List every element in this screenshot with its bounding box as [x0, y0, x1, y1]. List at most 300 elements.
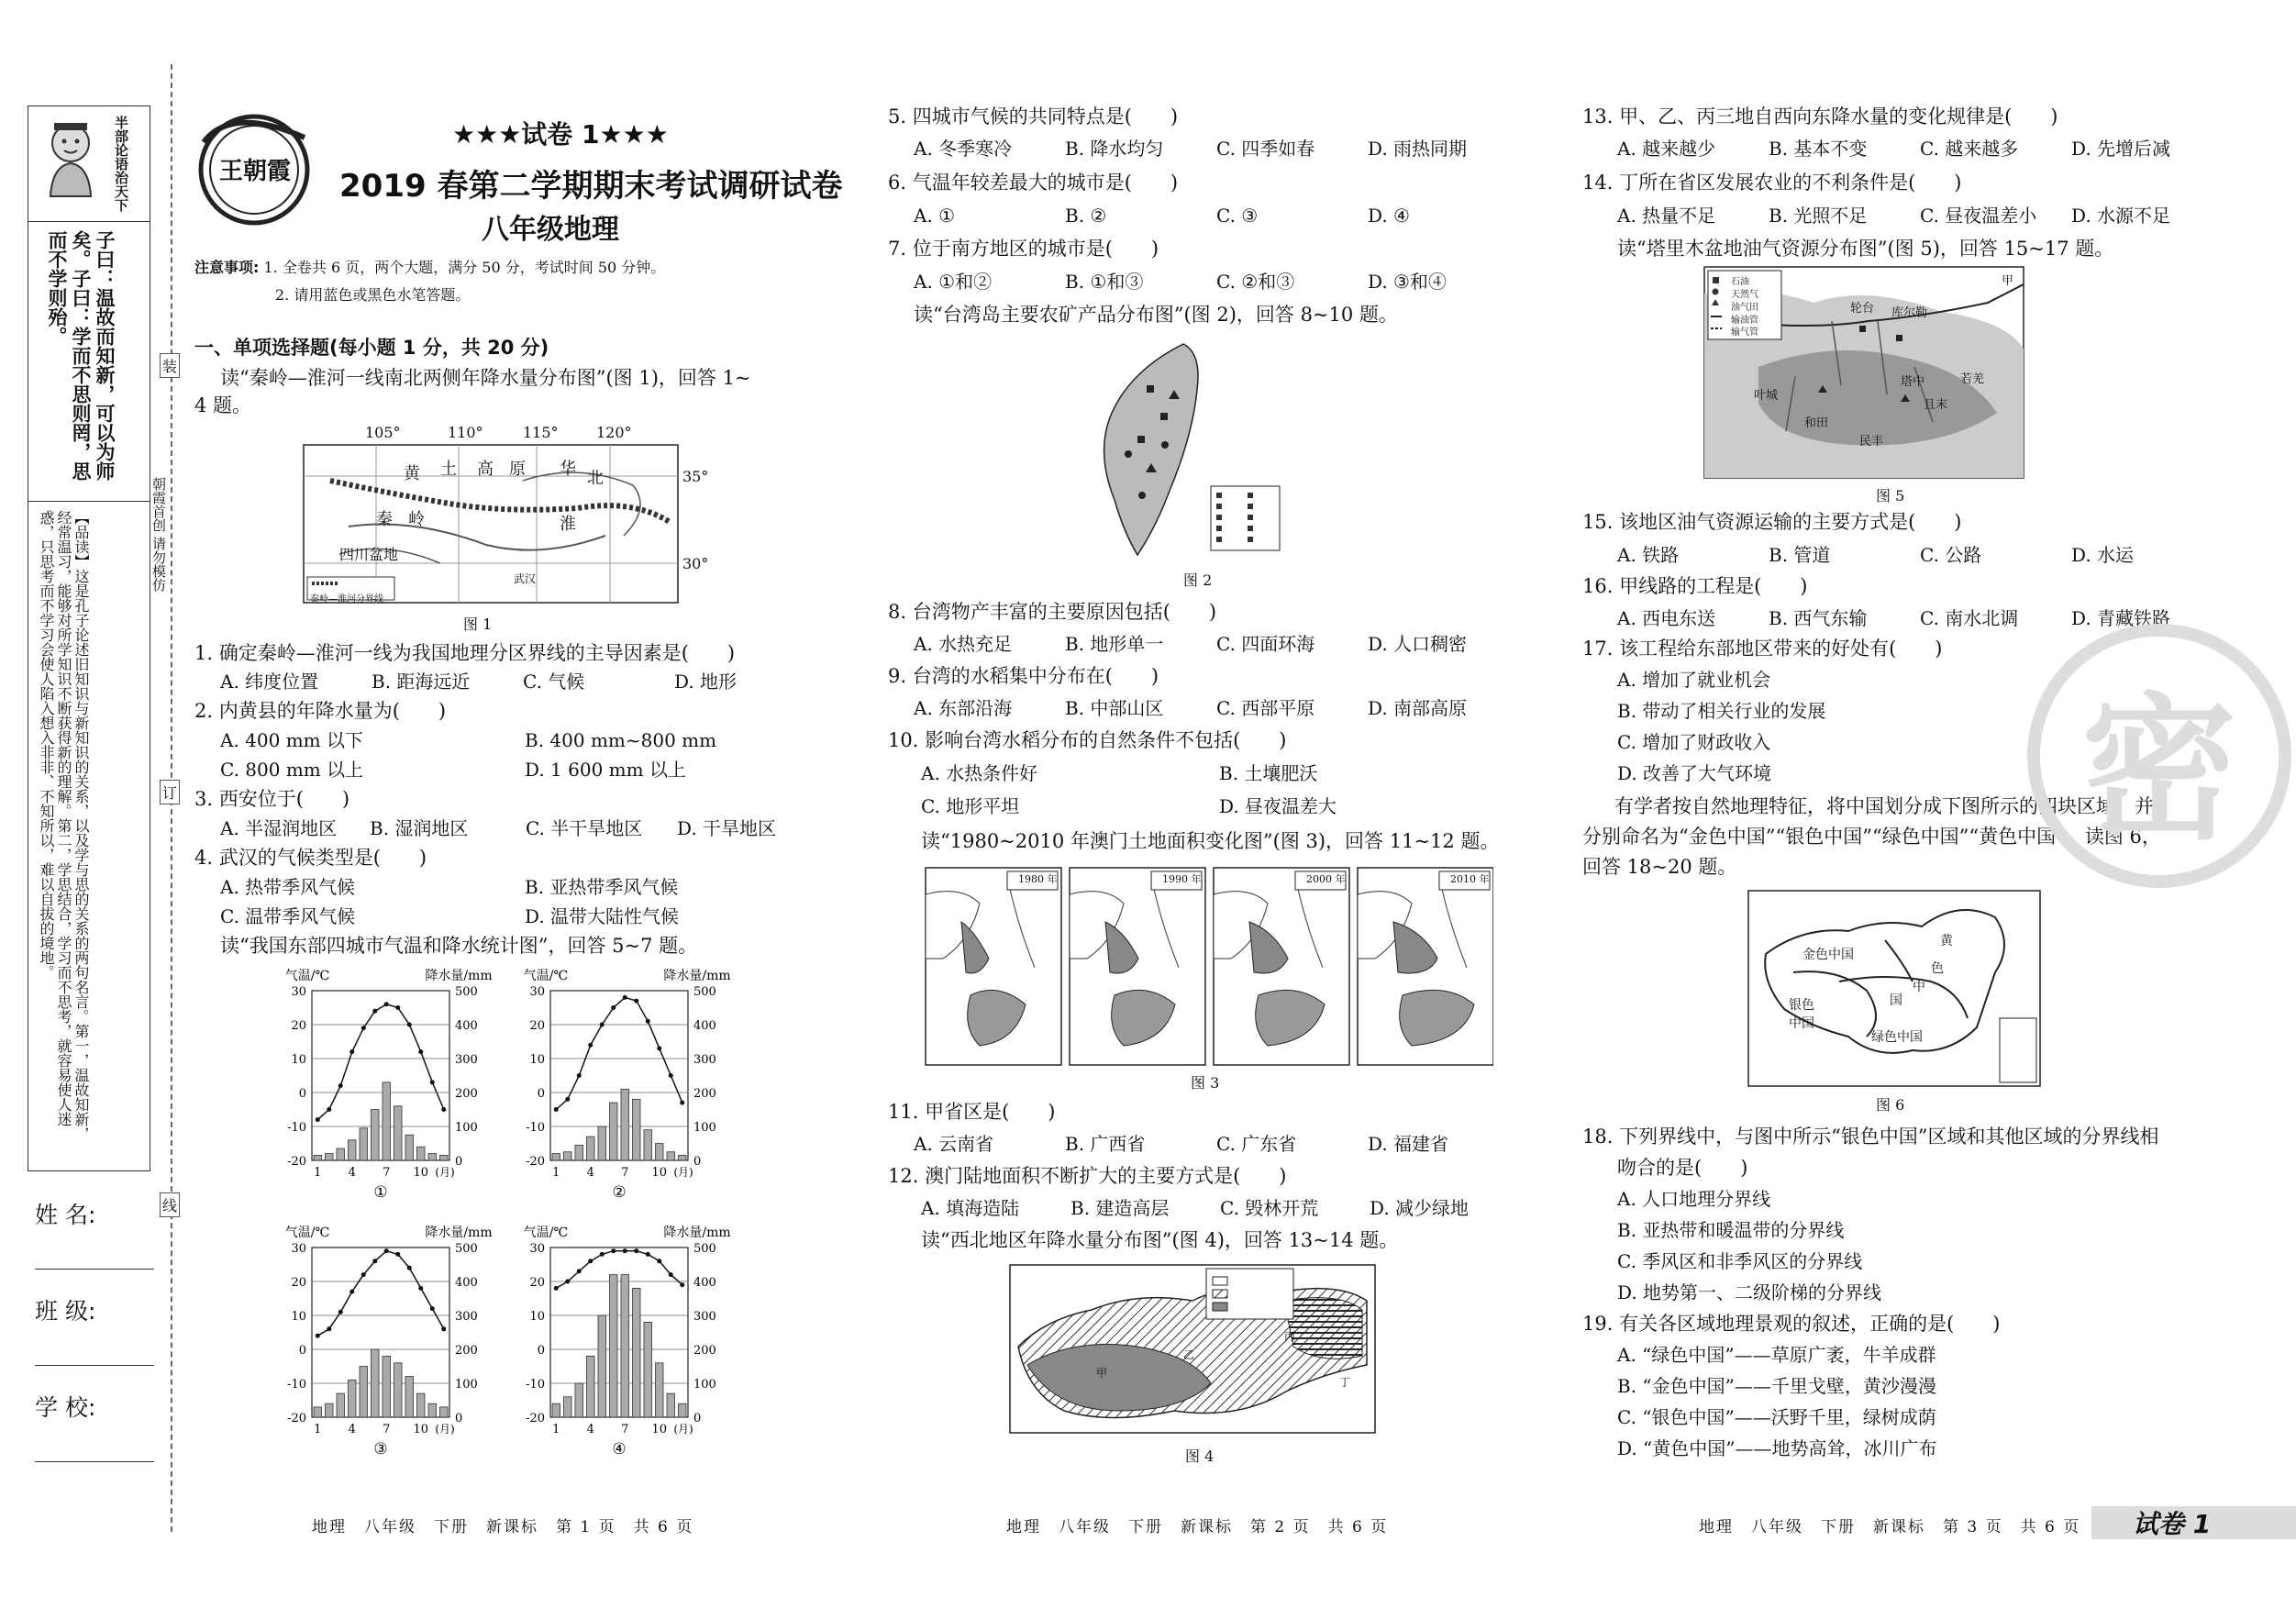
q10-option-c[interactable]: C. 地形平坦	[921, 795, 1020, 817]
fig1-label-gao: 高	[477, 460, 494, 479]
q16-option-c[interactable]: C. 南水北调	[1920, 607, 2019, 629]
brand-vertical-text: 半部论语治天下	[113, 116, 129, 212]
q5-option-b[interactable]: B. 降水均匀	[1065, 138, 1164, 160]
q8-option-a[interactable]: A. 水热充足	[914, 633, 1013, 655]
chart-4-ytick-left: 30	[529, 1242, 545, 1256]
notice-2: 2. 请用蓝色或黑色水笔答题。	[275, 286, 471, 304]
chart-1-prec-label: 降水量/mm	[425, 969, 493, 983]
chart-4-ytick-right: 300	[693, 1310, 716, 1324]
chart-4-bar	[552, 1403, 560, 1417]
seal-char: 密	[2080, 679, 2237, 861]
chart-3-bar	[314, 1407, 322, 1417]
fig1-label-hua: 华	[560, 460, 576, 479]
q11-option-d[interactable]: D. 福建省	[1368, 1133, 1449, 1155]
chart-4-temp-point	[657, 1259, 661, 1263]
q12-option-c[interactable]: C. 毁林开荒	[1220, 1197, 1319, 1219]
chart-4-xtick: 4	[586, 1423, 594, 1436]
chart-3-temp-point	[361, 1272, 366, 1277]
q1-option-a[interactable]: A. 纬度位置	[220, 671, 319, 693]
chart-4-bar	[621, 1275, 629, 1417]
q7-option-b[interactable]: B. ①和③	[1065, 271, 1144, 293]
chart-4-ytick-right: 100	[693, 1378, 716, 1392]
chart-3-ytick-left: 10	[291, 1310, 306, 1324]
notice-1: 1. 全卷共 6 页，两个大题，满分 50 分，考试时间 50 分钟。	[263, 259, 666, 276]
q10-option-b[interactable]: B. 土壤肥沃	[1219, 762, 1318, 784]
question-8: 8. 台湾物产丰富的主要原因包括( )	[888, 601, 1217, 623]
chart-4-ytick-left: 20	[529, 1276, 545, 1290]
fig6-label-silver: 银色中国	[1789, 998, 1814, 1031]
chart-4-temp-point	[554, 1286, 559, 1291]
chart-1-bar	[372, 1110, 380, 1161]
chart-4-ytick-left: -10	[526, 1378, 545, 1392]
q14-option-c[interactable]: C. 昼夜温差小	[1920, 205, 2037, 227]
fig5-label-hetian: 和田	[1804, 416, 1829, 430]
chart-3-temp-point	[349, 1290, 354, 1294]
q13-option-b[interactable]: B. 基本不变	[1769, 138, 1868, 160]
chart-1-temp-point	[327, 1107, 331, 1112]
q4-option-b[interactable]: B. 亚热带季风气候	[525, 876, 679, 898]
chart-1-bar	[405, 1135, 414, 1160]
figure-2	[1073, 335, 1284, 564]
chart-3-ytick-left: -10	[287, 1378, 306, 1392]
chart-1-ytick-left: 0	[298, 1087, 306, 1101]
chart-4-temp-label: 气温/℃	[523, 1225, 569, 1240]
q14-option-d[interactable]: D. 水源不足	[2071, 205, 2171, 227]
fig5-label-korla: 库尔勒	[1891, 306, 1928, 320]
chart-3-bar	[337, 1393, 345, 1417]
fig6-label-huang: 黄	[1940, 934, 1953, 948]
q11-option-c[interactable]: C. 广东省	[1216, 1133, 1297, 1155]
chart-2-temp-point	[600, 1023, 605, 1027]
q7-options	[914, 266, 1447, 297]
q13-option-a[interactable]: A. 越来越少	[1617, 138, 1716, 160]
q3-option-c[interactable]: C. 半干旱地区	[526, 817, 643, 839]
q14-option-a[interactable]: A. 热量不足	[1617, 205, 1716, 227]
binding-mark-2: 订	[160, 780, 180, 804]
school-field[interactable]	[35, 1461, 154, 1462]
fig3-year-2: 1990 年	[1162, 873, 1202, 885]
fig6-label-guo: 国	[1890, 993, 1902, 1008]
fig1-lon-1: 105°	[365, 424, 401, 441]
chart-3-ytick-right: 500	[455, 1242, 478, 1256]
q8-option-b[interactable]: B. 地形单一	[1065, 633, 1164, 655]
appreciation-text: 【品读】这是孔子论述旧知识与新知识的关系，以及学与思的关系的两句名言。第一，温故知新，经常温习，能够对所学知识不断获得新的理解。第二，学思结合，学习而不思考，就容易使人迷惑，只思考而不学习会使人陷入想入非非、不知所以，难以自拔的境地。	[38, 510, 90, 1141]
q4-options-row2	[220, 901, 679, 932]
q16-option-a[interactable]: A. 西电东送	[1617, 607, 1716, 629]
q5-options	[914, 133, 1467, 164]
question-11: 11. 甲省区是( )	[888, 1101, 1056, 1123]
chart-2-ytick-left: 20	[529, 1019, 545, 1033]
fig5-legend-2: 天然气	[1731, 290, 1758, 300]
q2-option-a[interactable]: A. 400 mm 以下	[220, 729, 363, 751]
q15-option-a[interactable]: A. 铁路	[1617, 544, 1680, 566]
chart-1-temp-point	[361, 1026, 366, 1030]
chart-1-temp-point	[372, 1009, 377, 1014]
fig4-label-jia: 甲	[1096, 1367, 1108, 1380]
q13-option-c[interactable]: C. 越来越多	[1920, 138, 2019, 160]
q19-option-a[interactable]: A. “绿色中国”——草原广袤，牛羊成群	[1617, 1344, 1936, 1366]
chart-3-bar	[394, 1363, 403, 1417]
chart-1-temp-point	[441, 1107, 446, 1112]
chart-1-xtick: 7	[383, 1166, 391, 1180]
chart-1-ytick-left: -10	[287, 1121, 306, 1135]
chart-4-ytick-right: 400	[693, 1276, 716, 1290]
q9-option-a[interactable]: A. 东部沿海	[914, 697, 1013, 719]
fig5-label-yecheng: 叶城	[1754, 389, 1779, 403]
sidebar	[28, 105, 150, 1171]
figure-3	[925, 867, 1493, 1069]
q7-option-d[interactable]: D. ③和④	[1368, 271, 1447, 293]
intro-13: 读“西北地区年降水量分布图”(图 4)，回答 13~14 题。	[921, 1229, 1399, 1251]
chart-2-temp-label: 气温/℃	[523, 969, 569, 983]
q15-option-c[interactable]: C. 公路	[1920, 544, 1982, 566]
chart-2-ytick-left: -20	[526, 1155, 545, 1169]
fig1-label-tu: 土	[440, 460, 457, 479]
fig1-lat-2: 30°	[682, 555, 709, 572]
q9-options	[914, 693, 1467, 724]
q17-option-b[interactable]: B. 带动了相关行业的发展	[1617, 700, 1826, 722]
chart-4-ytick-right: 500	[693, 1242, 716, 1256]
q3-option-d[interactable]: D. 干旱地区	[677, 817, 777, 839]
chart-4-xtick: 7	[621, 1423, 629, 1436]
q10-options-row2	[921, 791, 1337, 822]
q2-option-c[interactable]: C. 800 mm 以上	[220, 759, 364, 781]
q5-option-c[interactable]: C. 四季如春	[1216, 138, 1315, 160]
q19-option-b[interactable]: B. “金色中国”——千里戈壁，黄沙漫漫	[1617, 1375, 1936, 1397]
chart-4-temp-point	[669, 1272, 673, 1277]
q16-option-b[interactable]: B. 西气东输	[1769, 607, 1868, 629]
chart-2-bar	[633, 1099, 641, 1160]
chart-4-temp-point	[600, 1252, 605, 1257]
chart-4-bar	[667, 1393, 675, 1417]
chart-1-ytick-right: 500	[455, 985, 478, 999]
q8-option-c[interactable]: C. 四面环海	[1216, 633, 1315, 655]
q3-options	[220, 813, 776, 844]
chart-2-bar	[610, 1103, 618, 1160]
q10-option-d[interactable]: D. 昼夜温差大	[1219, 795, 1337, 817]
chart-3-bar	[383, 1356, 391, 1417]
fig5-label-qiemo: 且末	[1924, 398, 1948, 412]
fig2-map	[1073, 335, 1284, 564]
chart-2-temp-point	[680, 1101, 684, 1105]
fig5-legend-1: 石油	[1731, 277, 1749, 287]
fig6-label-se: 色	[1931, 961, 1944, 976]
q2-option-b[interactable]: B. 400 mm~800 mm	[525, 729, 717, 751]
chart-3-xunit: (月)	[435, 1423, 455, 1436]
q14-option-b[interactable]: B. 光照不足	[1769, 205, 1868, 227]
footer-paper-tag: 试卷 1	[2133, 1509, 2212, 1539]
q6-option-d[interactable]: D. ④	[1368, 205, 1410, 227]
fig1-lon-2: 110°	[448, 424, 483, 441]
q11-option-a[interactable]: A. 云南省	[914, 1133, 994, 1155]
chart-4-temp-point	[680, 1282, 684, 1287]
notice-label: 注意事项:	[194, 259, 260, 276]
q13-option-d[interactable]: D. 先增后减	[2071, 138, 2171, 160]
chart-3-id: ③	[373, 1440, 388, 1458]
chart-1-ytick-left: 30	[291, 985, 306, 999]
q2-options-row1	[220, 725, 716, 756]
chart-2-xtick: 7	[621, 1166, 629, 1180]
chart-4-temp-point	[588, 1259, 593, 1263]
chart-4-id: ④	[612, 1440, 627, 1458]
chart-1-temp-point	[430, 1080, 435, 1084]
chart-2-temp-point	[657, 1046, 661, 1050]
chart-4-xtick: 1	[552, 1423, 560, 1436]
q8-option-d[interactable]: D. 人口稠密	[1368, 633, 1468, 655]
section-heading: 一、单项选择题(每小题 1 分，共 20 分)	[194, 337, 549, 359]
notice	[194, 254, 665, 309]
q1-option-d[interactable]: D. 地形	[674, 671, 738, 693]
question-14: 14. 丁所在省区发展农业的不利条件是( )	[1582, 172, 1962, 194]
chart-1-bar	[337, 1148, 345, 1160]
chart-2-ytick-right: 300	[693, 1053, 716, 1067]
chart-4-bar	[656, 1363, 664, 1417]
chart-1-ytick-left: 20	[291, 1019, 306, 1033]
chart-2-xunit: (月)	[673, 1166, 693, 1179]
fig3-caption: 图 3	[1191, 1074, 1220, 1092]
chart-2-frame	[550, 991, 688, 1160]
fig5-label-luntai: 轮台	[1850, 302, 1875, 316]
question-2: 2. 内黄县的年降水量为( )	[194, 700, 447, 722]
fig4-label-bing: 丙	[1284, 1330, 1296, 1343]
chart-2-temp-point	[588, 1043, 593, 1048]
chart-1-ytick-left: 10	[291, 1053, 306, 1067]
chart-3-xtick: 10	[413, 1423, 429, 1436]
fig5-label-minfeng: 民丰	[1859, 435, 1884, 449]
intro-11: 读“1980~2010 年澳门土地面积变化图”(图 3)，回答 11~12 题。	[921, 830, 1500, 852]
chart-2-xtick: 10	[651, 1166, 668, 1180]
chart-2-bar	[656, 1144, 664, 1161]
chart-3-ytick-right: 400	[455, 1276, 478, 1290]
question-18b: 吻合的是( )	[1617, 1157, 1748, 1179]
chart-2-id: ②	[612, 1183, 627, 1202]
chart-3-ytick-right: 200	[455, 1344, 478, 1358]
q4-option-c[interactable]: C. 温带季风气候	[220, 905, 356, 927]
chart-2-bar	[564, 1152, 572, 1160]
q6-options	[914, 200, 1410, 231]
fig5-caption: 图 5	[1876, 487, 1905, 505]
chart-3-temp-point	[327, 1326, 331, 1331]
q16-option-d[interactable]: D. 青藏铁路	[2071, 607, 2171, 629]
q5-option-d[interactable]: D. 雨热同期	[1368, 138, 1468, 160]
q9-option-d[interactable]: D. 南部高原	[1368, 697, 1468, 719]
q18-option-d[interactable]: D. 地势第一、二级阶梯的分界线	[1617, 1281, 1882, 1303]
fig6-label-gold: 金色中国	[1802, 948, 1854, 962]
q5-option-a[interactable]: A. 冬季寒冷	[914, 138, 1013, 160]
binding-note: 朝霞首创 请勿模仿	[150, 477, 167, 592]
chart-2-temp-point	[577, 1073, 582, 1078]
sidebar-divider	[28, 221, 150, 222]
question-19: 19. 有关各区域地理景观的叙述，正确的是( )	[1582, 1313, 2001, 1335]
fig5-label-tazhong: 塔中	[1901, 375, 1925, 389]
name-field[interactable]	[35, 1269, 154, 1270]
chart-2-temp-point	[634, 999, 638, 1004]
fig1-label-wuhan: 武汉	[514, 572, 537, 585]
chart-1-ytick-right: 0	[455, 1155, 463, 1169]
chart-2-temp-point	[646, 1019, 650, 1024]
q19-option-c[interactable]: C. “银色中国”——沃野千里，绿树成荫	[1617, 1406, 1936, 1428]
fig3-panel-2	[1070, 868, 1205, 1065]
q18-option-b[interactable]: B. 亚热带和暖温带的分界线	[1617, 1219, 1845, 1241]
chart-4-bar	[610, 1275, 618, 1417]
fig6-caption: 图 6	[1876, 1096, 1905, 1114]
q7-option-a[interactable]: A. ①和②	[914, 271, 993, 293]
q4-option-a[interactable]: A. 热带季风气候	[220, 876, 356, 898]
q19-option-d[interactable]: D. “黄色中国”——地势高耸，冰川广布	[1617, 1437, 1937, 1459]
fig5-label-jia: 甲	[2002, 274, 2014, 288]
class-field[interactable]	[35, 1365, 154, 1366]
fig4-label-ding: 丁	[1339, 1376, 1351, 1389]
q17-option-c[interactable]: C. 增加了财政收入	[1617, 731, 1771, 753]
footer-page-1: 地理 八年级 下册 新课标 第 1 页 共 6 页	[312, 1518, 694, 1536]
question-10: 10. 影响台湾水稻分布的自然条件不包括( )	[888, 729, 1287, 751]
q18-option-a[interactable]: A. 人口地理分界线	[1617, 1188, 1771, 1210]
q11-option-b[interactable]: B. 广西省	[1065, 1133, 1146, 1155]
chart-2-temp-point	[623, 995, 627, 1000]
chart-4-temp-point	[634, 1248, 638, 1253]
chart-4-frame	[550, 1248, 688, 1417]
chart-2-bar	[679, 1155, 687, 1160]
fig3-panel-3	[1214, 868, 1349, 1065]
fig1-label-qin: 秦	[376, 510, 393, 529]
question-17: 17. 该工程给东部地区带来的好处有( )	[1582, 638, 1943, 660]
chart-1-ytick-right: 300	[455, 1053, 478, 1067]
footer-page-2: 地理 八年级 下册 新课标 第 2 页 共 6 页	[1006, 1518, 1389, 1536]
q4-options-row1	[220, 871, 678, 903]
q15-options	[1617, 539, 2134, 571]
chart-4-ytick-left: -20	[526, 1412, 545, 1425]
chart-4-bar	[633, 1288, 641, 1417]
chart-3-prec-label: 降水量/mm	[425, 1225, 493, 1240]
chart-4-prec-label: 降水量/mm	[663, 1225, 731, 1240]
exam-title: 2019 春第二学期期末考试调研试卷	[332, 161, 849, 205]
fig5-label-ruoqiang: 若羌	[1960, 372, 1985, 386]
question-4: 4. 武汉的气候类型是( )	[194, 847, 427, 869]
chart-1-bar	[349, 1140, 357, 1160]
chart-1-temp-point	[384, 1002, 389, 1006]
q1-option-b[interactable]: B. 距海远近	[372, 671, 471, 693]
fig4-caption: 图 4	[1185, 1447, 1215, 1465]
chart-2-bar	[587, 1137, 595, 1160]
q6-option-c[interactable]: C. ③	[1216, 205, 1259, 227]
q6-option-a[interactable]: A. ①	[914, 205, 956, 227]
chart-1-xtick: 10	[413, 1166, 429, 1180]
intro-1: 读“秦岭—淮河一线南北两侧年降水量分布图”(图 1)，回答 1~	[220, 367, 751, 389]
q3-option-a[interactable]: A. 半湿润地区	[220, 817, 338, 839]
figure-6	[1747, 890, 2041, 1087]
chart-1-bar	[326, 1154, 334, 1160]
chart-1-bar	[440, 1155, 449, 1160]
chart-4-bar	[679, 1403, 687, 1417]
chart-2-bar	[667, 1152, 675, 1160]
intro-1b: 4 题。	[194, 394, 252, 416]
fig2-caption: 图 2	[1183, 571, 1213, 589]
chart-2-bar	[598, 1126, 606, 1160]
brand-portrait	[34, 116, 109, 198]
chart-2-bar	[575, 1145, 583, 1160]
q18-option-c[interactable]: C. 季风区和非季风区的分界线	[1617, 1250, 1863, 1272]
q12-option-a[interactable]: A. 填海造陆	[921, 1197, 1020, 1219]
chart-1-xunit: (月)	[435, 1166, 455, 1179]
chart-1-temp-line	[317, 1004, 444, 1120]
intro-5: 读“我国东部四城市气温和降水统计图”，回答 5~7 题。	[220, 935, 698, 957]
q9-option-c[interactable]: C. 西部平原	[1216, 697, 1315, 719]
school-label: 学 校:	[35, 1394, 96, 1421]
fig1-label-ling: 岭	[408, 510, 425, 529]
chart-3-temp-point	[372, 1259, 377, 1263]
q12-option-b[interactable]: B. 建造高层	[1070, 1197, 1170, 1219]
fig1-legend: 秦岭—淮河分界线	[310, 594, 383, 604]
chart-3-temp-point	[395, 1252, 400, 1257]
question-13: 13. 甲、乙、丙三地自西向东降水量的变化规律是( )	[1582, 105, 2058, 128]
chart-1-bar	[383, 1082, 391, 1160]
q12-option-d[interactable]: D. 减少绿地	[1370, 1197, 1470, 1219]
chart-1-bar	[314, 1155, 322, 1160]
chart-1-temp-point	[407, 1023, 412, 1027]
q2-options-row2	[220, 754, 686, 785]
q15-option-d[interactable]: D. 水运	[2071, 544, 2135, 566]
q15-option-b[interactable]: B. 管道	[1769, 544, 1831, 566]
chart-2-bar	[621, 1089, 629, 1160]
question-3: 3. 西安位于( )	[194, 788, 350, 810]
q17-option-a[interactable]: A. 增加了就业机会	[1617, 669, 1771, 691]
chart-2-temp-point	[669, 1073, 673, 1078]
chart-1-ytick-right: 400	[455, 1019, 478, 1033]
q17-option-d[interactable]: D. 改善了大气环境	[1617, 762, 1772, 784]
chart-2-ytick-left: 10	[529, 1053, 545, 1067]
chart-1-ytick-right: 100	[455, 1121, 478, 1135]
fig1-label-huang: 黄	[404, 464, 420, 483]
q7-option-c[interactable]: C. ②和③	[1216, 271, 1295, 293]
chart-1-temp-point	[418, 1049, 423, 1054]
chart-3-frame	[312, 1248, 449, 1417]
q4-option-d[interactable]: D. 温带大陆性气候	[525, 905, 680, 927]
chart-1-frame	[312, 991, 449, 1160]
chart-4-bar	[575, 1383, 583, 1417]
q3-option-b[interactable]: B. 湿润地区	[370, 817, 469, 839]
chart-3-bar	[326, 1403, 334, 1417]
chart-2-bar	[644, 1130, 652, 1160]
chart-3-temp-point	[316, 1334, 320, 1338]
intro-15: 读“塔里木盆地油气资源分布图”(图 5)，回答 15~17 题。	[1617, 238, 2114, 260]
q16-options	[1617, 603, 2170, 634]
chart-4-xtick: 10	[651, 1423, 668, 1436]
fig3-panel-4	[1358, 868, 1493, 1065]
q9-option-b[interactable]: B. 中部山区	[1065, 697, 1164, 719]
figure-1	[303, 424, 709, 607]
q2-option-d[interactable]: D. 1 600 mm 以上	[525, 759, 686, 781]
q10-option-a[interactable]: A. 水热条件好	[921, 762, 1038, 784]
fig1-lon-3: 115°	[523, 424, 559, 441]
q6-option-b[interactable]: B. ②	[1065, 205, 1107, 227]
fig1-label-sichuan: 四川盆地	[339, 546, 399, 563]
chart-3-xtick: 4	[348, 1423, 356, 1436]
chart-3-bar	[405, 1377, 414, 1417]
question-16: 16. 甲线路的工程是( )	[1582, 575, 1808, 597]
chart-3-temp-point	[407, 1266, 412, 1270]
intro-8: 读“台湾岛主要农矿产品分布图”(图 2)，回答 8~10 题。	[914, 304, 1398, 326]
chart-1-xtick: 4	[348, 1166, 356, 1180]
fig3-panel-1	[926, 868, 1061, 1065]
q14-options	[1617, 200, 2170, 231]
logo-text: 王朝霞	[218, 158, 291, 185]
chart-4-temp-point	[623, 1248, 627, 1253]
sidebar-divider-2	[28, 501, 150, 502]
chart-2-bar	[552, 1154, 560, 1160]
chart-3-xtick: 7	[383, 1423, 391, 1436]
climate-charts	[275, 963, 752, 1477]
q1-option-c[interactable]: C. 气候	[523, 671, 585, 693]
